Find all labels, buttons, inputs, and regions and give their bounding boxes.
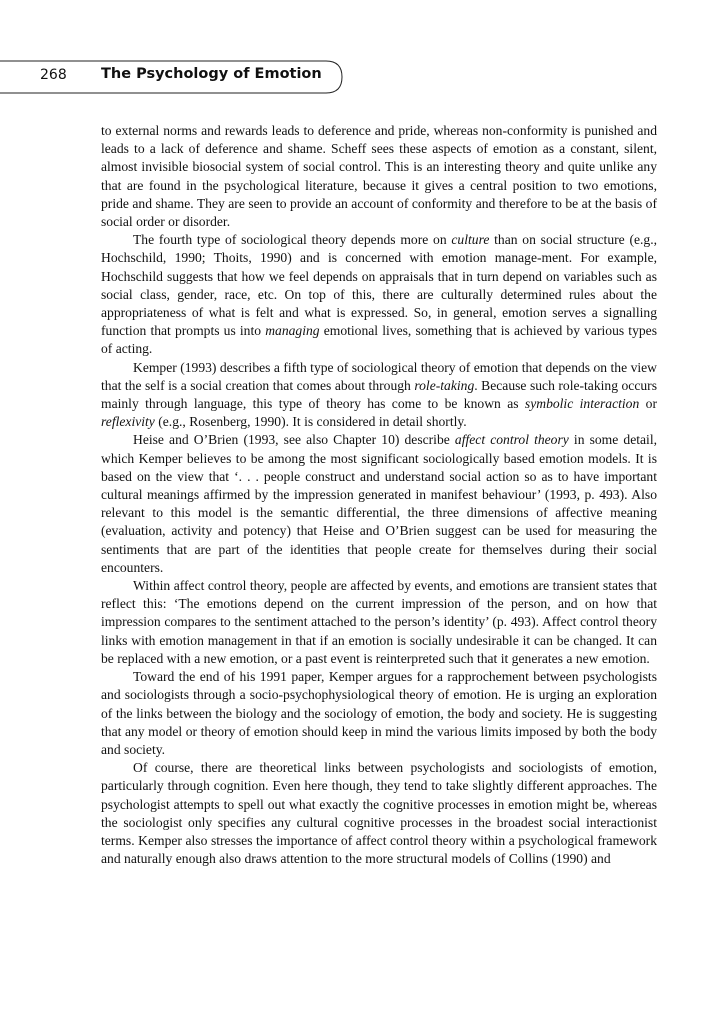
text-run: Within affect control theory, people are affected by events, and emotions are transient states that reflect this: ‘The emotions depend on the current impression of the person, and on how that impression compares to the sentiment attached to the person’s identity’ (p. 493). Affect control theory links with emotion management in that if an emotion is socially undesirable it can be changed. It can be replaced with a new emotion, or a past event is reinterpreted such that it generates a new emotion. [101,578,657,666]
running-head [0,59,343,95]
text-run: in some detail, which Kemper believes to be among the most significant sociologically based emotion models. It is based on the view that ‘. . . people construct and understand social action so as to have important cultural meanings affirmed by the impression generated in manifest behaviour’ (1993, p. 493). Also relevant to this model is the semantic differential, the three dimensions of affective meaning (evaluation, activity and potency) that Heise and O’Brien suggest can be used for measuring the sentiments that are part of the identities that people create for themselves during their social encounters. [101,432,657,575]
italic-text: managing [265,323,320,339]
text-run: Heise and O’Brien (1993, see also Chapter 10) describe [133,432,455,448]
italic-text: reflexivity [101,414,155,430]
italic-text: symbolic interaction [524,396,640,412]
page-number: 268 [40,67,67,83]
text-run: than on social structure (e.g., Hochschild, 1990; Thoits, 1990) and is concerned with emotion manage-ment. For example, Hochschild suggests that how we feel depends on appraisals that in turn depend on variables such as social class, gender, race, etc. On top of this, there are culturally determined rules about the appropriateness of what is felt and what is expressed. So, in general, emotion serves a signalling function that prompts us into [101,232,657,339]
paragraph [101,759,657,868]
paragraph [101,431,657,577]
paragraph [101,668,657,759]
text-run: (e.g., Rosenberg, 1990). It is considered in detail shortly. [154,414,467,430]
paragraph [101,122,657,231]
text-run: or [639,396,657,412]
text-run: emotional lives, something that is achieved by various types of acting. [101,323,657,357]
italic-text: affect control theory [454,432,569,448]
text-run: Toward the end of his 1991 paper, Kemper argues for a rapprochement between psychologists and sociologists through a socio-psychophysiological theory of emotion. He is urging an exploration of the links between the biology and the sociology of emotion, the body and society. He is suggesting that any model or theory of emotion should keep in mind the various limits imposed by both the body and society. [101,669,657,757]
paragraph [101,359,657,432]
text-run: Of course, there are theoretical links between psychologists and sociologists of emotion, particularly through cognition. Even here though, they tend to take slightly different approaches. The psychologist attempts to spell out what exactly the cognitive processes in emotion might be, whereas the sociologist only specifies any cultural cognitive processes in the broadest social interactionist terms. Kemper also stresses the importance of affect control theory within a psychological framework and naturally enough also draws attention to the more structural models of Collins (1990) and [101,760,657,867]
text-run: to external norms and rewards leads to deference and pride, whereas non-conformity is punished and leads to a lack of deference and shame. Scheff sees these aspects of emotion as a constant, silent, almost invisible biosocial system of social control. This is an interesting theory and quite unlike any that are found in the psychological literature, because it gives a central position to two emotions, pride and shame. They are seen to provide an account of conformity and therefore to be at the basis of social order or disorder. [101,123,657,230]
paragraph [101,231,657,358]
book-title: The Psychology of Emotion [101,66,322,82]
body-text [101,122,657,868]
text-run: The fourth type of sociological theory depends more on [133,232,452,248]
text-run: . Because such role-taking occurs mainly through language, this type of theory has come to be known as [101,377,657,412]
italic-text: culture [451,232,490,248]
italic-text: role-taking [414,377,475,393]
text-run: Kemper (1993) describes a fifth type of sociological theory of emotion that depends on the view that the self is a social creation that comes about through [101,359,657,393]
paragraph [101,577,657,668]
